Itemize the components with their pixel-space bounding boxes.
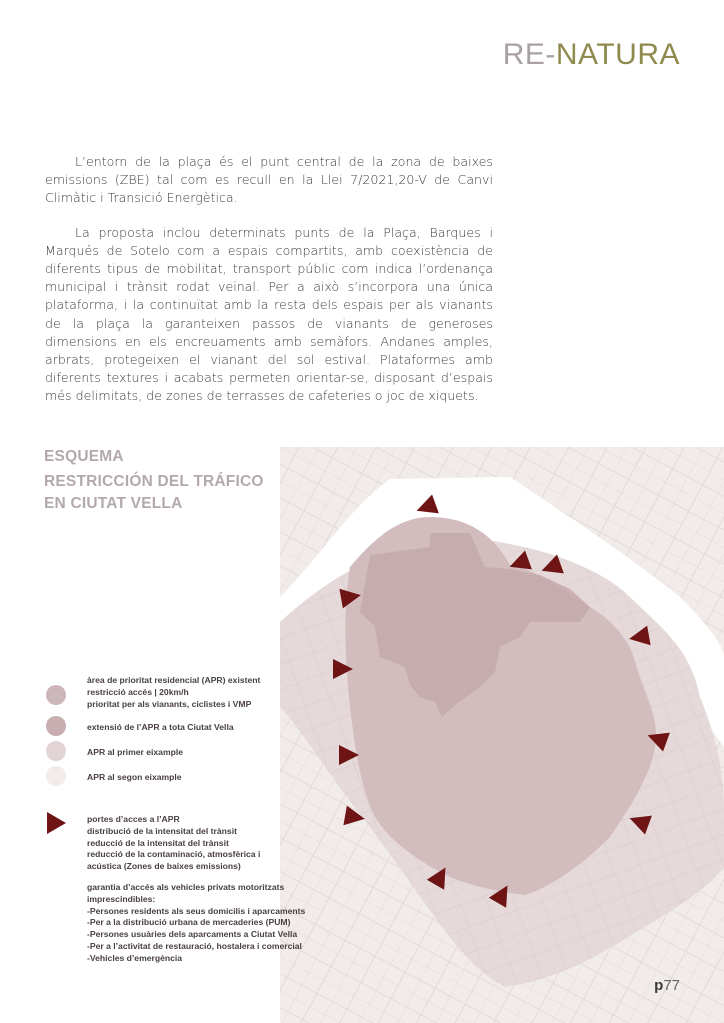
- access-note: garantia d’accés als vehicles privats motoritzats imprescindibles: -Persones residents als seus domicilis i aparcaments -Per a la distribució urbana de mercaderies (PUM) -Persones usuàries dels aparcaments a Ciutat Vella -Per a l’activitat de restauració, hostalera i comercial -Vehicles d’emergència: [87, 882, 306, 963]
- legend-label: APR al segon eixample: [87, 772, 182, 782]
- legend-label: àrea de prioritat residencial (APR) existent restricció accés | 20km/h prioritat per als vianants, ciclistes i VMP: [87, 675, 261, 709]
- brand-title: [503, 38, 680, 72]
- legend-swatch: [46, 716, 66, 736]
- page-prefix: p: [654, 977, 664, 994]
- paragraph: La proposta inclou determinats punts de la Plaça, Barques i Marqués de Sotelo com a espais compartits, amb coexistència de diferents tipus de mobilitat, transport públic com indica l’ordenança municipal i trànsit rodat veïnal. Per a això s’incorpora una única plataforma, i la continuïtat amb la resta dels espais per als vianants de la plaça la garanteixen passos de vianants de generoses dimensions en els encreuaments amb semàfors. Andanes amples, arbrats, protegeixen el vianant del sol estival. Plataformes amb diferents textures i acabats permeten orientar-se, disposant d’espais més delimitats, de zones de terrasses de cafeteries o joc de xiquets.: [45, 224, 493, 404]
- schema-label: ESQUEMA: [44, 448, 124, 465]
- legend-swatch: [46, 685, 66, 705]
- body-text: [45, 153, 493, 422]
- brand-prefix: RE-: [502, 38, 556, 71]
- schema-title-line2: EN CIUTAT VELLA: [44, 495, 183, 512]
- traffic-restriction-map: [280, 447, 724, 1023]
- gate-triangle-icon: [47, 812, 66, 834]
- brand-suffix: NATURA: [555, 38, 680, 71]
- legend-label: APR al primer eixample: [87, 747, 184, 757]
- legend-swatch: [46, 766, 66, 786]
- legend-swatch: [46, 741, 66, 761]
- schema-title: [44, 446, 264, 515]
- page-value: 77: [663, 977, 680, 994]
- legend-label: portes d’acces a l’APR distribució de la intensitat del trànsit reducció de la intensitat del trànsit reducció de la contaminació, atmosfèrica i acústica (Zones de baixes emissions): [87, 814, 261, 872]
- legend-label: extensió de l’APR a tota Ciutat Vella: [87, 722, 234, 732]
- page-number: [654, 977, 680, 995]
- map-svg: [280, 447, 724, 1023]
- paragraph: L’entorn de la plaça és el punt central de la zona de baixes emissions (ZBE) tal com es recull en la Llei 7/2021,20-V de Canvi Climàtic i Transició Energètica.: [45, 154, 493, 206]
- schema-title-line1: RESTRICCIÓN DEL TRÁFICO: [44, 473, 264, 490]
